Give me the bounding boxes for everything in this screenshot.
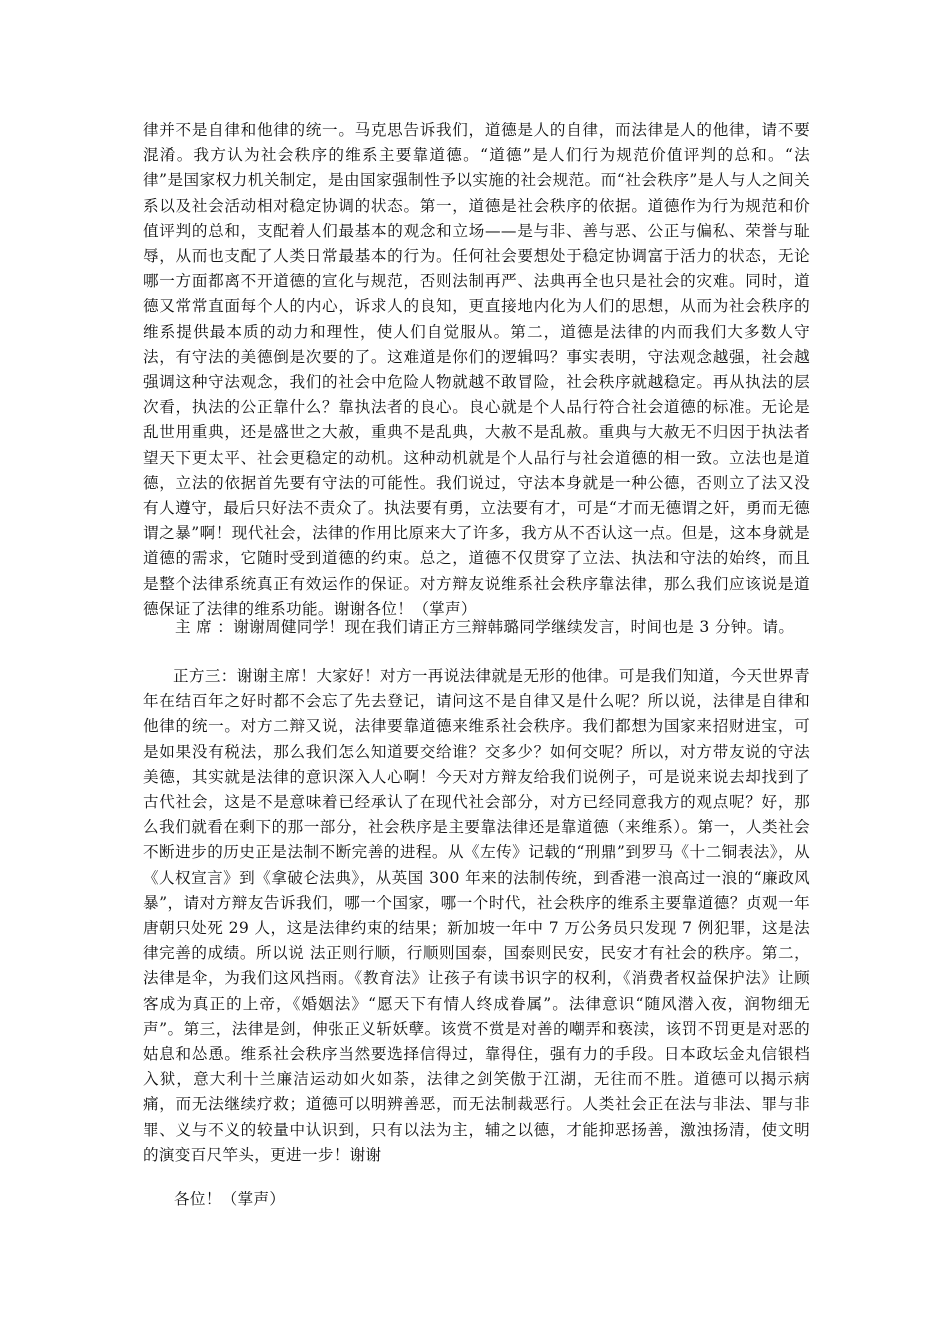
body-paragraph-speaker-3: 正方三：谢谢主席！大家好！对方一再说法律就是无形的他律。可是我们知道，今天世界青年在结百年之好时都不会忘了先去登记，请问这不是自律又是什么呢？所以说，法律是自律和他律的统一。对方二辩又说，法律要靠道德来维系社会秩序。我们都想为国家来招财进宝，可是如果没有税法，那么我们怎么知道要交给谁？交多少？如何交呢？所以，对方带友说的守法美德，其实就是法律的意识深入人心啊！今天对方辩友给我们说例子，可是说来说去却找到了古代社会，这是不是意味着已经承认了在现代社会部分，对方已经同意我方的观点呢？好，那么我们就看在剩下的那一部分，社会秩序是主要靠法律还是靠道德（来维系）。第一，人类社会不断进步的历史正是法制不断完善的进程。从《左传》记载的“刑鼎”到罗马《十二铜表法》，从《人权宣言》到《拿破仑法典》，从英国 300 年来的法制传统，到香港一浪高过一浪的“廉政风暴”，请对方辩友告诉我们，哪一个国家，哪一个时代，社会秩序的维系主要靠道德？贞观一年唐朝只处死 29 人，这是法律约束的结果；新加坡一年中 7 万公务员只发现 7 例犯罪，这是法律完善的成绩。所以说 法正则行顺，行顺则国泰，国泰则民安，民安才有社会的秩序。第二，法律是伞，为我们这风挡雨。《教育法》让孩子有读书识字的权利，《消费者权益保护法》让顾客成为真正的上帝，《婚姻法》“愿天下有情人终成眷属”。法律意识“随风潜入夜，润物细无声”。第三，法律是剑，伸张正义斩妖孽。该赏不赏是对善的嘲弄和亵渎，该罚不罚更是对恶的姑息和怂恿。维系社会秩序当然要选择信得过，靠得住，强有力的手段。日本政坛金丸信银档入狱，意大利十兰廉洁运动如火如荼，法律之剑笑傲于江湖，无往而不胜。道德可以揭示病痛，而无法继续疗救；道德可以明辨善恶，而无法制裁恶行。人类社会正在法与非法、罪与非罪、义与不义的较量中认识到，只有以法为主，辅之以德，才能抑恶扬善，激浊扬清，使文明的演变百尺竿头，更进一步！谢谢 bbox=[143, 667, 810, 1164]
chair-remark-line: 主 席 ：谢谢周健同学！现在我们请正方三辩韩璐同学继续发言，时间也是 3 分钟。请。 bbox=[175, 618, 795, 636]
closing-line: 各位！（掌声） bbox=[174, 1190, 286, 1208]
body-paragraph-1: 律并不是自律和他律的统一。马克思告诉我们，道德是人的自律，而法律是人的他律，请不要混淆。我方认为社会秩序的维系主要靠道德。“道德”是人们行为规范价值评判的总和。“法律”是国家权力机关制定，是由国家强制性予以实施的社会规范。而“社会秩序”是人与人之间关系以及社会活动相对稳定协调的状态。第一，道德是社会秩序的依据。道德作为行为规范和价值评判的总和，支配着人们最基本的观念和立场——是与非、善与恶、公正与偏私、荣誉与耻辱，从而也支配了人类日常最基本的行为。任何社会要想处于稳定协调富于活力的状态，无论哪一方面都离不开道德的宣化与规范，否则法制再严、法典再全也只是社会的灾难。同时，道德又常常直面每个人的内心，诉求人的良知，更直接地内化为人们的思想，从而为社会秩序的维系提供最本质的动力和理性，使人们自觉服从。第二，道德是法律的内而我们大多数人守法，有守法的美德倒是次要的了。这难道是你们的逻辑吗？事实表明，守法观念越强，社会越强调这种守法观念，我们的社会中危险人物就越不敢冒险，社会秩序就越稳定。再从执法的层次看，执法的公正靠什么？靠执法者的良心。良心就是个人品行符合社会道德的标准。无论是乱世用重典，还是盛世之大赦，重典不是乱典，大赦不是乱赦。重典与大赦无不归因于执法者望天下更太平、社会更稳定的动机。这种动机就是个人品行与社会道德的相一致。立法也是道德，立法的依据首先要有守法的可能性。我们说过，守法本身就是一种公德，否则立了法又没有人遵守，最后只好法不责众了。执法要有勇，立法要有才，可是“才而无德谓之奸，勇而无德谓之暴”啊！现代社会，法律的作用比原来大了许多，我方从不否认这一点。但是，这本身就是道德的需求，它随时受到道德的约束。总之，道德不仅贯穿了立法、执法和守法的始终，而且是整个法律系统真正有效运作的保证。对方辩友说维系社会秩序靠法律，那么我们应该说是道德保证了法律的维系功能。谢谢各位！（掌声） bbox=[143, 121, 810, 618]
